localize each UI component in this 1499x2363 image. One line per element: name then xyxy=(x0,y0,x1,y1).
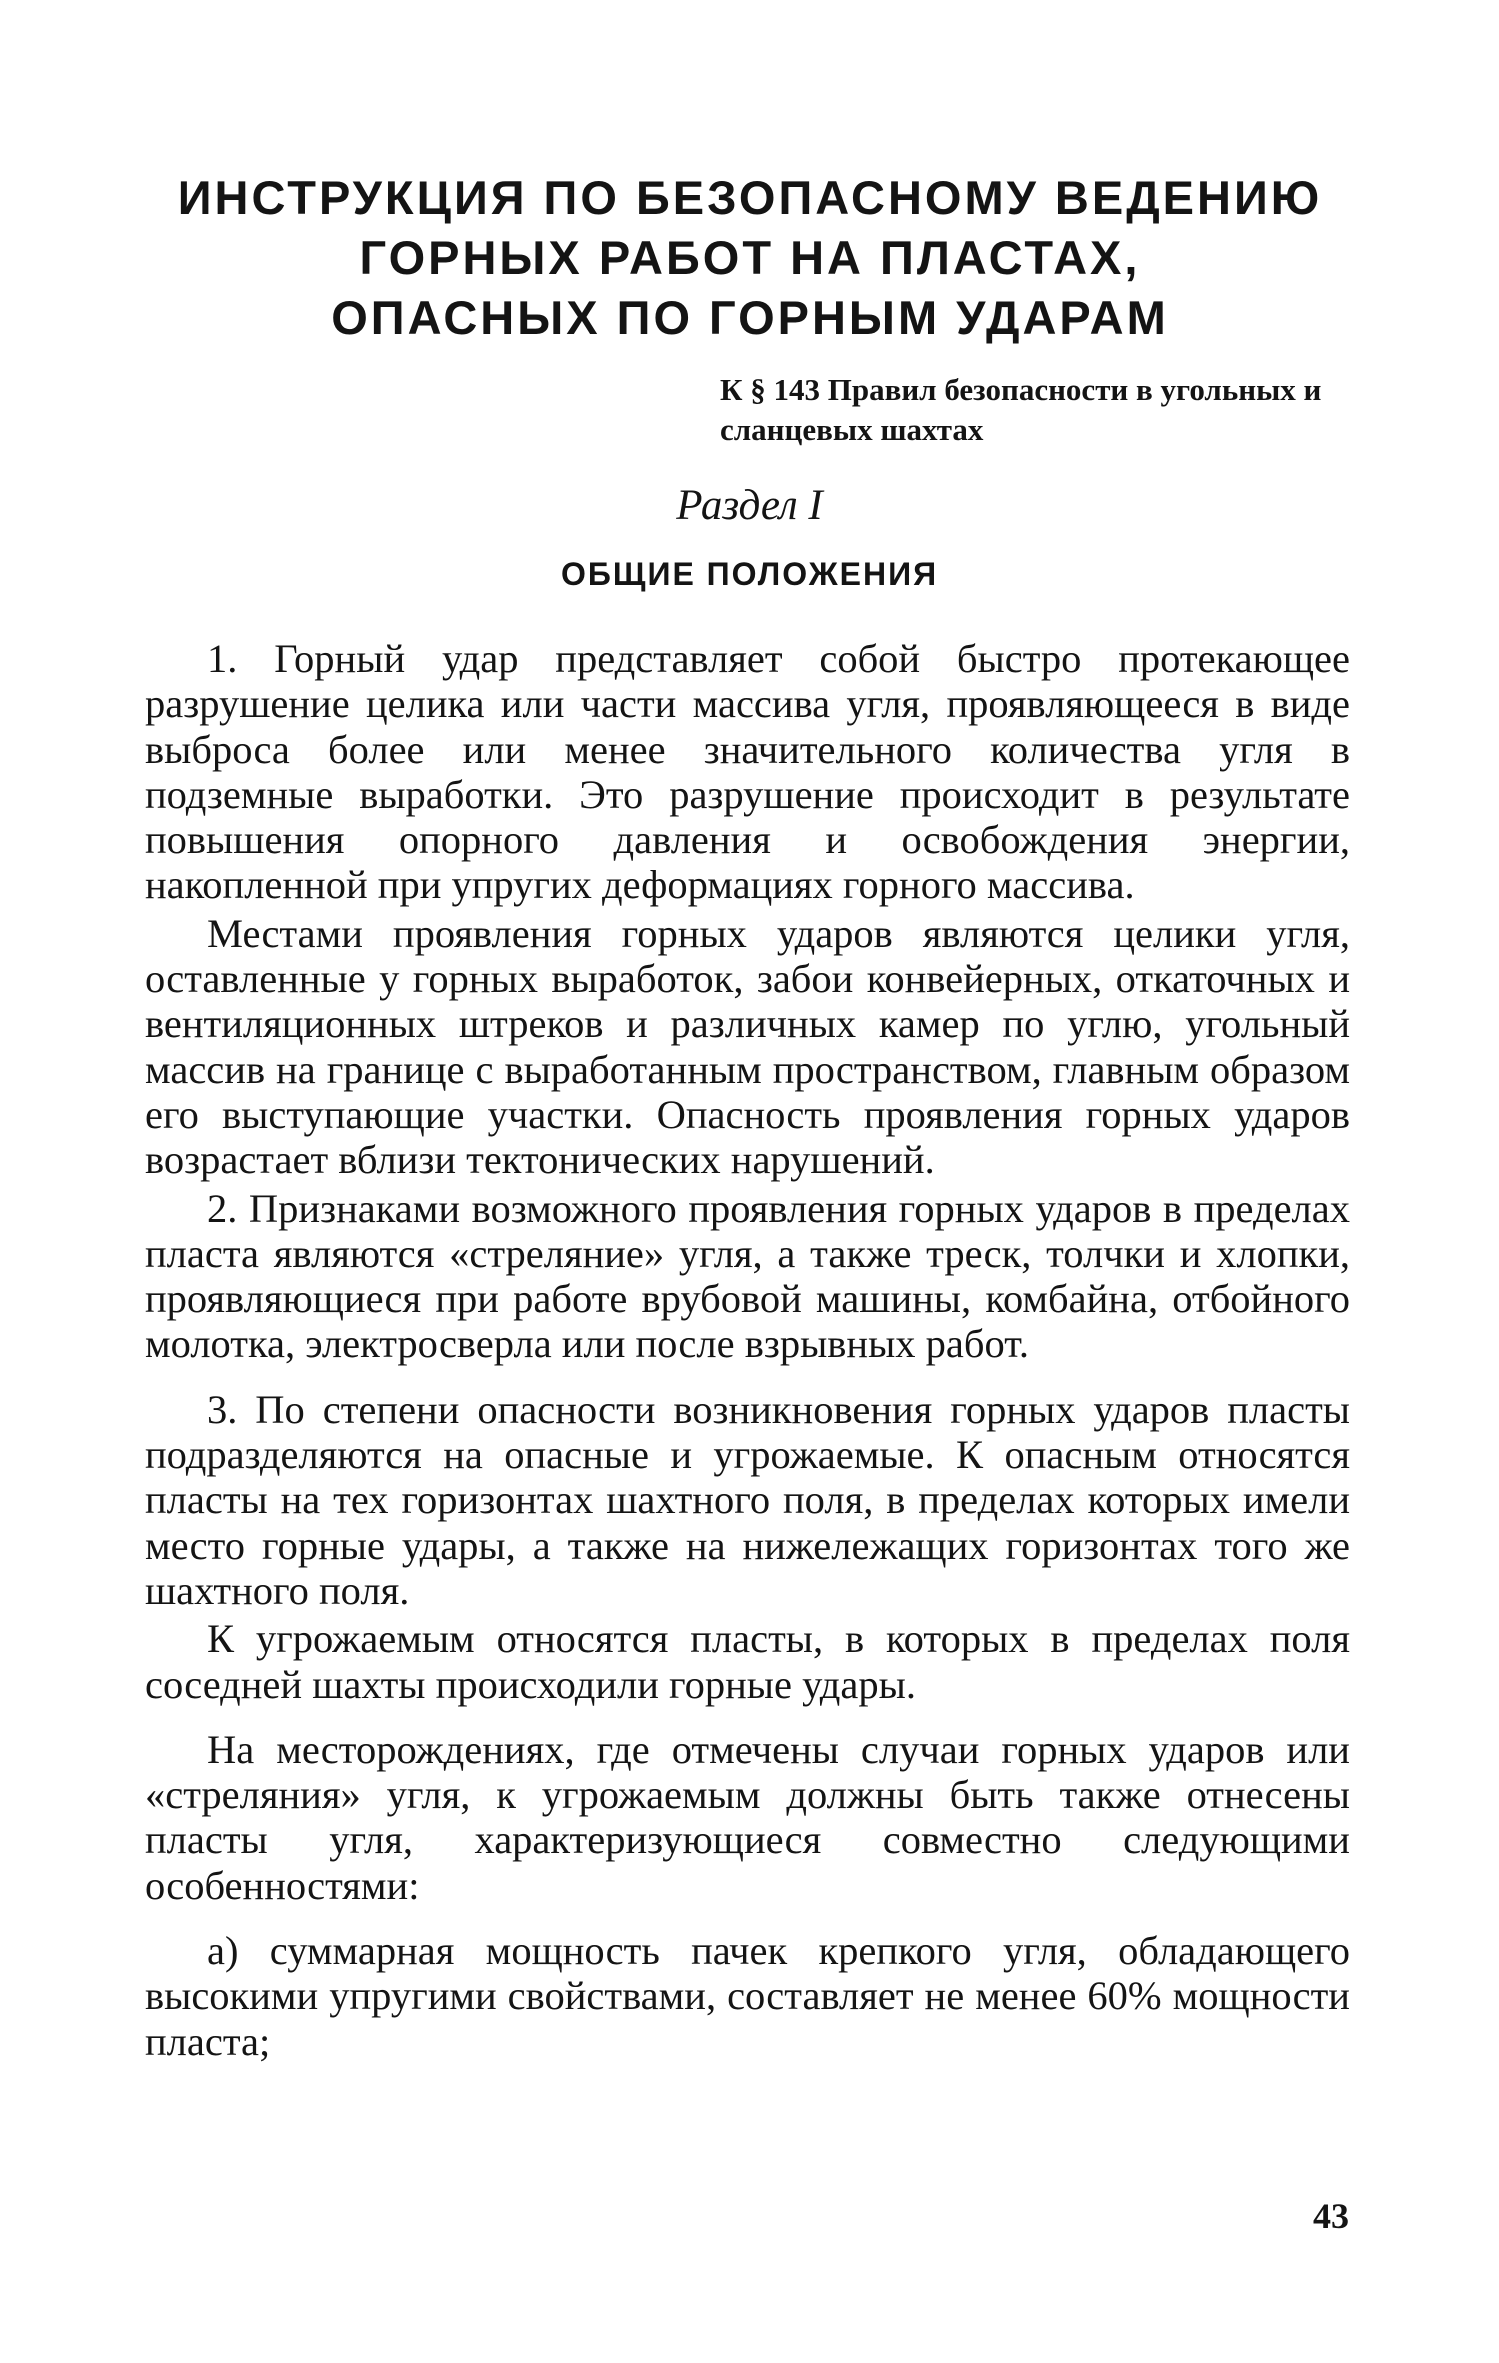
paragraph: 1. Горный удар представляет собой быстро протекающее разрушение целика или части массива угля, проявляющееся в виде выброса более или менее значительного количества угля в подземные выработки. Это разрушение происходит в результате повышения опорного давления и освобождения энергии, накопленной при упругих деформациях горного массива. xyxy=(145,636,1350,908)
page-number: 43 xyxy=(1313,2196,1349,2236)
paragraph: Местами проявления горных ударов являются целики угля, оставленные у горных выработок, забои конвейерных, откаточных и вентиляционных штреков и различных камер по углю, угольный массив на границе с выработанным пространством, главным образом его выступающие участки. Опасность проявления горных ударов возрастает вблизи тектонических нарушений. xyxy=(145,910,1350,1183)
rule-reference: К § 143 Правил безопасности в угольных и сланцевых шахтах xyxy=(720,372,1322,447)
paragraph: К угрожаемым относятся пласты, в которых в пределах поля соседней шахты происходили горные удары. xyxy=(145,1616,1350,1707)
paragraph: На месторождениях, где отмечены случаи горных ударов или «стреляния» угля, к угрожаемым должны быть также отнесены пласты угля, характеризующиеся совместно следующими особенностями: xyxy=(145,1726,1350,1908)
paragraph: 2. Признаками возможного проявления горных ударов в пределах пласта являются «стреляние» угля, а также треск, толчки и хлопки, проявляющиеся при работе врубовой машины, комбайна, отбойного молотка, электросверла или после взрывных работ. xyxy=(145,1185,1350,1367)
paragraph: а) суммарная мощность пачек крепкого угля, обладающего высокими упругими свойствами, составляет не менее 60% мощности пласта; xyxy=(145,1928,1350,2064)
title-line: ОПАСНЫХ ПО ГОРНЫМ УДАРАМ xyxy=(331,291,1169,344)
title-line: ГОРНЫХ РАБОТ НА ПЛАСТАХ, xyxy=(359,231,1141,284)
section-title: ОБЩИЕ ПОЛОЖЕНИЯ xyxy=(560,556,939,592)
paragraph: 3. По степени опасности возникновения горных ударов пласты подразделяются на опасные и угрожаемые. К опасным относятся пласты на тех горизонтах шахтного поля, в пределах которых имели место горные удары, а также на нижележащих горизонтах того же шахтного поля. xyxy=(145,1386,1350,1613)
section-label: Раздел I xyxy=(676,482,823,529)
title-line: ИНСТРУКЦИЯ ПО БЕЗОПАСНОМУ ВЕДЕНИЮ xyxy=(177,171,1323,224)
body-text xyxy=(145,636,1350,2064)
document-title xyxy=(150,168,1350,348)
